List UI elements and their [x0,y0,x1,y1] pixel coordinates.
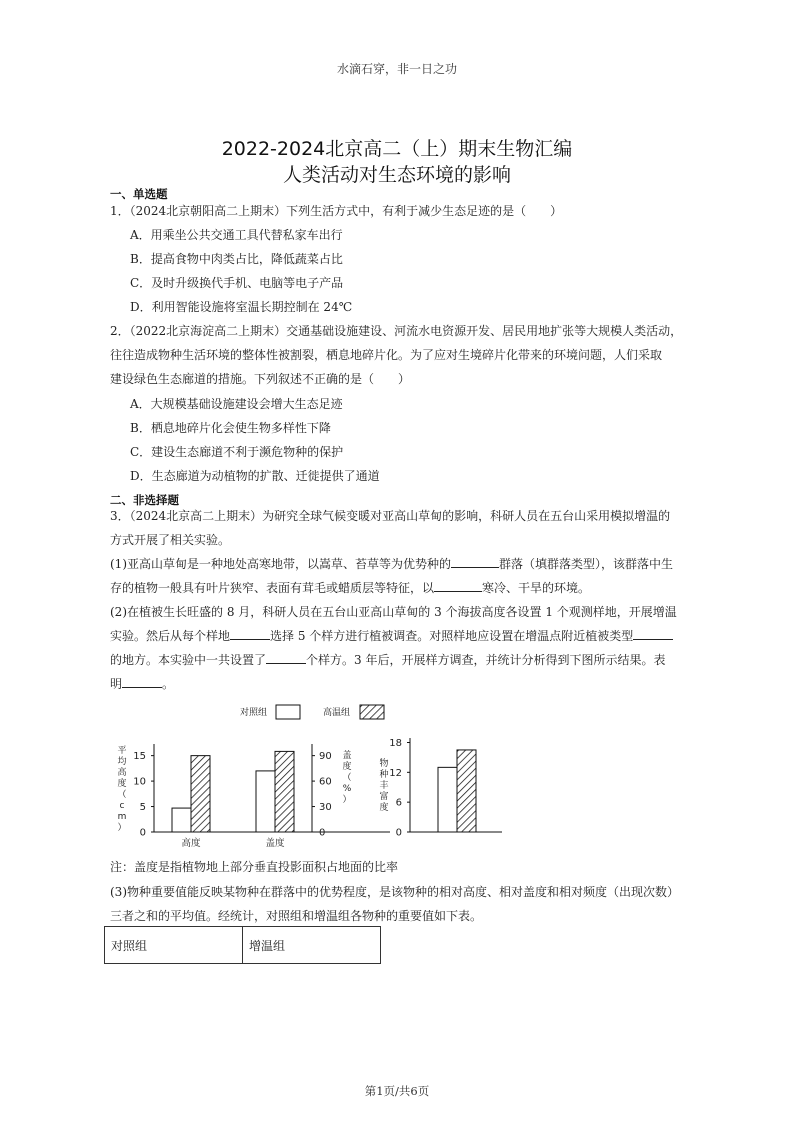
q3-part2-text-c: 选择 5 个样方进行植被调查。对照样地应设置在增温点附近植被类型 [270,629,634,643]
y-axis-label-left: 度 [117,779,127,789]
q3-part1-text-c: 存的植物一般具有叶片狭窄、表面有茸毛或蜡质层等特征，以 [110,581,435,595]
y-tick-label-right: 90 [319,751,332,763]
table-header-control: 对照组 [105,927,243,964]
q3-part2-text-d: 的地方。本实验中一共设置了 [110,653,267,667]
y-tick-label-right: 60 [319,776,332,788]
q2-stem-line1: 2．（2022北京海淀高二上期末）交通基础设施建设、河流水电资源开发、居民用地扩张等大规模人类活动， [110,324,683,338]
y-axis-label-left: （ [117,790,127,800]
answer-blank-1[interactable] [451,553,499,568]
y-tick-label-left: 10 [133,776,146,788]
bar-control-coverage [256,771,275,832]
q3-part2-text-e: 个样方。3 年后，开展样方调查，并统计分析得到下图所示结果。表 [306,653,666,667]
results-figure [100,698,530,850]
q3-part1-line2 [110,576,695,600]
y-axis-label-left: c [119,801,125,811]
q3-part2-line2 [110,624,695,648]
q3-part1-text-b: 群落（填群落类型），该群落中生 [499,557,674,571]
page-header: 水滴石穿，非一日之功 [336,62,457,76]
section-single-choice: 一、单选题 [110,187,168,201]
x-tick-label: 高度 [181,838,201,849]
q3-part2-line3 [110,648,695,672]
figure-note: 注：盖度是指植物地上部分垂直投影面积占地面的比率 [110,860,399,874]
y-axis-label-right: 度 [342,762,352,772]
answer-blank-6[interactable] [122,673,162,688]
doc-title-line2: 人类活动对生态环境的影响 [282,164,511,186]
legend-swatch-warming [360,705,384,719]
y-axis-label-left: 高 [117,768,127,778]
q2-option-b: B．栖息地碎片化会使生物多样性下降 [130,421,331,435]
y-tick-label-right: 0 [319,827,326,839]
height-coverage-chart [117,744,390,849]
species-richness-chart [379,738,502,839]
y-tick-label: 6 [395,797,402,809]
y-tick-label: 12 [389,767,402,779]
q1-option-a: A．用乘坐公共交通工具代替私家车出行 [130,228,343,242]
y-axis-label-left: 均 [117,757,127,767]
y-axis-label-left: m [117,812,127,822]
bar-warming-height [191,756,210,832]
doc-title-line1: 2022-2024北京高二（上）期末生物汇编 [221,138,573,160]
y-axis-label: 丰 [379,781,389,791]
q1-option-c: C．及时升级换代手机、电脑等电子产品 [130,276,344,290]
legend-swatch-control [276,705,300,719]
q3-part2-text-b: 实验。然后从每个样地 [110,629,231,643]
q1-option-d: D．利用智能设施将室温长期控制在 24℃ [130,300,353,314]
q2-stem-line3: 建设绿色生态廊道的措施。下列叙述不正确的是（ ） [110,372,411,386]
y-axis-label-left: 平 [117,746,127,756]
q3-part2-line4 [110,672,695,696]
bar-warming-richness [457,750,476,832]
y-tick-label: 0 [395,827,402,839]
answer-blank-2[interactable] [434,577,482,592]
y-axis-label-right: （ [342,773,352,783]
answer-blank-4[interactable] [633,625,673,640]
q3-part3-line1: (3)物种重要值能反映某物种在群落中的优势程度，是该物种的相对高度、相对盖度和相对频度（出现次数） [110,885,680,899]
y-axis-label: 物 [379,759,389,769]
section-non-choice: 二、非选择题 [110,493,179,507]
y-tick-label-left: 15 [133,751,146,763]
y-axis-label: 种 [379,770,389,780]
table-header-row [105,927,381,964]
bar-control-height [172,808,191,832]
q2-option-a: A．大规模基础设施建设会增大生态足迹 [130,397,343,411]
bar-warming-coverage [275,751,294,832]
q3-stem-line1: 3．（2024北京高二上期末）为研究全球气候变暖对亚高山草甸的影响，科研人员在五台山采用模拟增温的 [110,509,671,523]
q3-part2-line1: (2)在植被生长旺盛的 8 月，科研人员在五台山亚高山草甸的 3 个海拔高度各设置 1 个观测样地，开展增温 [110,605,677,619]
legend-label-control: 对照组 [240,708,268,718]
q3-part1-line1 [110,552,695,576]
x-tick-label: 盖度 [265,838,285,849]
table-header-warming: 增温组 [243,927,381,964]
y-axis-label: 度 [379,803,389,813]
q2-option-c: C．建设生态廊道不利于濒危物种的保护 [130,445,344,459]
q3-part1-text-a: (1)亚高山草甸是一种地处高寒地带，以嵩草、苔草等为优势种的 [110,557,452,571]
q3-part3-line2: 三者之和的平均值。经统计，对照组和增温组各物种的重要值如下表。 [110,909,483,923]
q3-part2-text-g: 。 [162,677,175,691]
q3-part2-text-f: 明 [110,677,123,691]
y-axis-label-right: % [342,784,352,794]
q3-stem-line2: 方式开展了相关实验。 [110,533,231,547]
q1-stem: 1．（2024北京朝阳高二上期末）下列生活方式中，有利于减少生态足迹的是（ ） [110,204,563,218]
q1-option-b: B．提高食物中肉类占比，降低蔬菜占比 [130,252,343,266]
answer-blank-5[interactable] [266,649,306,664]
importance-value-table [104,926,381,964]
y-tick-label-left: 0 [139,827,146,839]
answer-blank-3[interactable] [230,625,270,640]
y-axis-label: 富 [379,792,389,802]
bar-control-richness [438,767,457,832]
page-footer: 第1页/共6页 [364,1084,430,1098]
y-tick-label-left: 5 [139,802,146,814]
legend-label-warming: 高温组 [323,708,351,718]
q3-part1-text-d: 寒冷、干旱的环境。 [482,581,591,595]
q2-option-d: D．生态廊道为动植物的扩散、迁徙提供了通道 [130,469,380,483]
y-tick-label-right: 30 [319,802,332,814]
q2-stem-line2: 往往造成物种生活环境的整体性被割裂，栖息地碎片化。为了应对生境碎片化带来的环境问题，人们采取 [110,348,663,362]
y-tick-label: 18 [389,737,402,749]
y-axis-label-right: ） [342,795,352,805]
y-axis-label-left: ） [117,823,127,833]
y-axis-label-right: 盖 [342,751,352,761]
chart-legend [240,705,384,719]
